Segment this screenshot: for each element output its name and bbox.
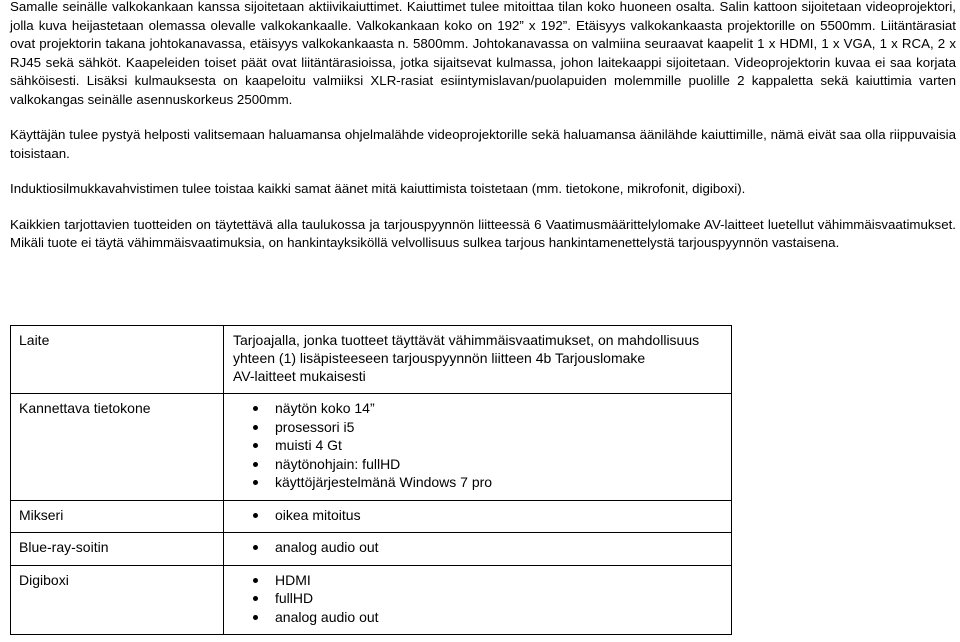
requirements-cell (224, 565, 732, 635)
document-page (10, 0, 956, 270)
list-item: HDMI (253, 571, 723, 590)
header-points-line-2: yhteen (1) lisäpisteeseen tarjouspyynnön liitteen 4b Tarjouslomake (233, 350, 646, 366)
table-row-mixer (11, 500, 732, 533)
device-name: Blue-ray-soitin (19, 539, 109, 555)
list-item: analog audio out (253, 608, 723, 627)
paragraph-installation: Samalle seinälle valkokankaan kanssa sijoitetaan aktiivikaiuttimet. Kaiuttimet tulee mitoittaa tilan koko huoneen osalta. Salin kattoon sijoitetaan videoprojektori, jolla kuva heijastetaan olemassa olevalle valkokankaalle. Valkokankaan koko on 192” x 192”. Etäisyys valkokankaasta projektorille on 5500mm. Liitäntärasiat ovat projektorin takana johtokanavassa, etäisyys valkokankaasta n. 5800mm. Johtokanavassa on valmiina seuraavat kaapelit 1 x HDMI, 1 x VGA, 1 x RCA, 2 x RJ45 sekä sähköt. Kaapeleiden toiset päät ovat liitäntärasioissa, jotka sijaitsevat kulmassa, johon laitekaappi sijoitetaan. Videoprojektorin kuvaa ei saa korjata sähköisesti. Lisäksi kulmauksesta on kaapeloitu valmiiksi XLR-rasiat esiintymislavan/puolapuiden molemmille puolille 2 kappaletta sekä kaiuttimia varten valkokangas seinälle asennuskorkeus 2500mm. (10, 0, 956, 107)
requirements-list (233, 538, 723, 557)
bullet-icon (253, 545, 258, 550)
paragraph-source-selection: Käyttäjän tulee pystyä helposti valitsemaan haluamansa ohjelmalähde videoprojektorille sekä haluamansa äänilähde kaiuttimille, nämä eivät saa olla riippuvaisia toisistaan. (10, 127, 956, 161)
header-device-label: Laite (19, 332, 50, 348)
list-item: prosessori i5 (253, 418, 723, 437)
bullet-icon (253, 480, 258, 485)
requirements-table (10, 325, 732, 635)
requirements-cell (224, 394, 732, 501)
device-name: Mikseri (19, 506, 64, 523)
bullet-icon (253, 578, 258, 583)
requirements-list (233, 399, 723, 492)
device-cell (11, 533, 224, 566)
header-points-cell (224, 326, 732, 394)
bullet-icon (253, 462, 258, 467)
list-item: käyttöjärjestelmänä Windows 7 pro (253, 473, 723, 492)
device-cell (11, 565, 224, 635)
bullet-icon (253, 615, 258, 620)
bullet-icon (253, 596, 258, 601)
list-item: näytönohjain: fullHD (253, 455, 723, 474)
bullet-icon (253, 513, 258, 518)
device-name: Digiboxi (19, 571, 69, 588)
list-item: muisti 4 Gt (253, 436, 723, 455)
header-points-line-1: Tarjoajalla, jonka tuotteet täyttävät vähimmäisvaatimukset, on mahdollisuus (233, 332, 700, 348)
header-points-line-3: AV-laitteet mukaisesti (233, 368, 366, 384)
table-row-digibox (11, 565, 732, 635)
requirements-cell (224, 500, 732, 533)
requirements-list (233, 571, 723, 627)
device-cell (11, 394, 224, 501)
bullet-icon (253, 425, 258, 430)
device-name: Kannettava tietokone (19, 400, 151, 416)
paragraph-induction-loop: Induktiosilmukkavahvistimen tulee toistaa kaikki samat äänet mitä kaiuttimista toistetaan (mm. tietokone, mikrofonit, digiboxi). (10, 181, 746, 196)
table-row-laptop (11, 394, 732, 501)
list-item: oikea mitoitus (253, 506, 723, 525)
bullet-icon (253, 443, 258, 448)
table-row-bluray (11, 533, 732, 566)
device-cell (11, 500, 224, 533)
requirements-cell (224, 533, 732, 566)
list-item: analog audio out (253, 538, 723, 557)
header-device-cell (11, 326, 224, 394)
list-item: fullHD (253, 589, 723, 608)
list-item: näytön koko 14” (253, 399, 723, 418)
paragraph-requirements: Kaikkien tarjottavien tuotteiden on täytettävä alla taulukossa ja tarjouspyynnön liitteessä 6 Vaatimusmäärittelylomake AV-laitteet luetellut vähimmäisvaatimukset. Mikäli tuote ei täytä vähimmäisvaatimuksia, on hankintayksiköllä velvollisuus sulkea tarjous hankintamenettelystä tarjouspyynnön vastaisena. (10, 216, 956, 250)
bullet-icon (253, 406, 258, 411)
table-header-row (11, 326, 732, 394)
requirements-list (233, 506, 723, 525)
